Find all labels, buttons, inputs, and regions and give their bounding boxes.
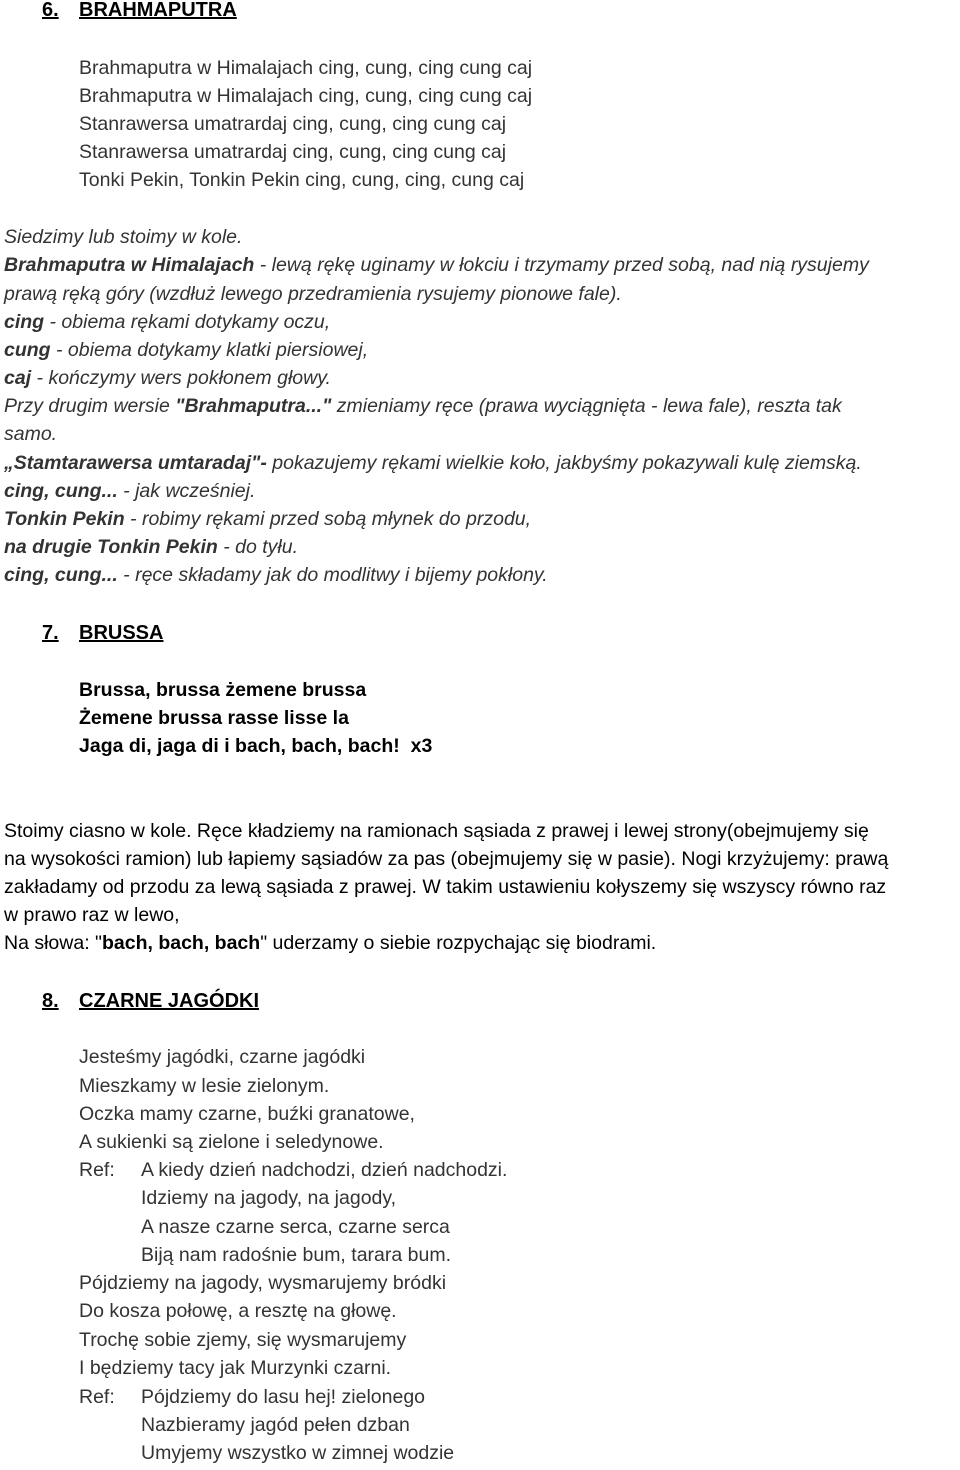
- refrain-line: Biją nam radośnie bum, tarara bum.: [141, 1244, 451, 1266]
- lyric-line: Stanrawersa umatrardaj cing, cung, cing cung caj: [79, 113, 507, 135]
- instruction-line: [4, 477, 255, 505]
- instruction-text: - kończymy wers pokłonem głowy.: [31, 367, 331, 389]
- lyric-line: Do kosza połowę, a resztę na głowę.: [79, 1300, 397, 1322]
- instruction-line: [4, 336, 368, 364]
- lyric-line: Trochę sobie zjemy, się wysmarujemy: [79, 1329, 407, 1351]
- instruction-line: [4, 533, 298, 561]
- instruction-line: [4, 561, 548, 589]
- instruction-text: zmieniamy ręce (prawa wyciągnięta - lewa fale), reszta tak: [331, 395, 842, 417]
- instruction-text: pokazujemy rękami wielkie koło, jakbyśmy pokazywali kulę ziemską.: [266, 452, 862, 474]
- intro-instruction: Siedzimy lub stoimy w kole.: [4, 226, 243, 248]
- refrain-line: A nasze czarne serca, czarne serca: [141, 1216, 450, 1238]
- refrain-line: Idziemy na jagody, na jagody,: [141, 1187, 397, 1209]
- description-line: [4, 929, 656, 957]
- description-text: Na słowa: ": [4, 932, 102, 954]
- instruction-keyword: cing, cung...: [4, 564, 118, 586]
- instruction-keyword: cung: [4, 339, 51, 361]
- section-7-number: 7.: [42, 622, 59, 644]
- instruction-keyword: "Brahmaputra...": [175, 395, 332, 417]
- description-line: Stoimy ciasno w kole. Ręce kładziemy na ramionach sąsiada z prawej i lewej strony(obejmujemy się: [4, 820, 869, 842]
- instruction-keyword: Brahmaputra w Himalajach: [4, 254, 255, 276]
- instruction-keyword: cing, cung...: [4, 480, 118, 502]
- instruction-keyword: na drugie Tonkin Pekin: [4, 536, 218, 558]
- instruction-text: - obiema rękami dotykamy oczu,: [44, 311, 331, 333]
- lyric-line: Oczka mamy czarne, buźki granatowe,: [79, 1103, 415, 1125]
- lyric-line: [79, 732, 432, 760]
- instruction-text: - jak wcześniej.: [117, 480, 256, 502]
- lyric-line: Brahmaputra w Himalajach cing, cung, cing cung caj: [79, 57, 533, 79]
- instruction-text: Przy drugim wersie: [4, 395, 176, 417]
- refrain-line: A kiedy dzień nadchodzi, dzień nadchodzi.: [141, 1159, 508, 1181]
- instruction-text: - robimy rękami przed sobą młynek do przodu,: [124, 508, 532, 530]
- lyric-line: Brahmaputra w Himalajach cing, cung, cing cung caj: [79, 85, 533, 107]
- refrain-line: Umyjemy wszystko w zimnej wodzie: [141, 1442, 455, 1464]
- instruction-keyword: caj: [4, 367, 32, 389]
- description-line: zakładamy od przodu za lewą sąsiada z prawej. W takim ustawieniu kołyszemy się wszyscy równo raz: [4, 876, 887, 898]
- instruction-keyword: cing: [4, 311, 45, 333]
- refrain-label: Ref:: [79, 1159, 115, 1181]
- instruction-text: - ręce składamy jak do modlitwy i bijemy pokłony.: [117, 564, 548, 586]
- lyric-line: Żemene brussa rasse lisse la: [79, 707, 349, 729]
- section-8-title: CZARNE JAGÓDKI: [79, 990, 260, 1012]
- repeat-marker: x3: [410, 735, 433, 757]
- refrain-line: Pójdziemy do lasu hej! zielonego: [141, 1386, 426, 1408]
- refrain-label: Ref:: [79, 1386, 115, 1408]
- lyric-line: Jesteśmy jagódki, czarne jagódki: [79, 1046, 366, 1068]
- refrain-line: Nazbieramy jagód pełen dzban: [141, 1414, 410, 1436]
- section-8-number: 8.: [42, 990, 59, 1012]
- lyric-line: Mieszkamy w lesie zielonym.: [79, 1075, 330, 1097]
- instruction-line: prawą ręką góry (wzdłuż lewego przedramienia rysujemy pionowe fale).: [4, 283, 622, 305]
- description-line: w prawo raz w lewo,: [4, 904, 180, 926]
- lyric-line: Stanrawersa umatrardaj cing, cung, cing cung caj: [79, 141, 507, 163]
- lyric-text: Jaga di, jaga di i bach, bach, bach!: [79, 735, 400, 757]
- instruction-line: [4, 308, 330, 336]
- instruction-line: [4, 364, 331, 392]
- section-7-title: BRUSSA: [79, 622, 164, 644]
- section-6-number: 6.: [42, 0, 59, 21]
- instruction-keyword: „Stamtarawersa umtaradaj"-: [4, 452, 267, 474]
- lyric-line: Pójdziemy na jagody, wysmarujemy bródki: [79, 1272, 447, 1294]
- instruction-line: [4, 449, 862, 477]
- instruction-line: [4, 505, 531, 533]
- instruction-text: - do tyłu.: [217, 536, 299, 558]
- instruction-keyword: Tonkin Pekin: [4, 508, 125, 530]
- instruction-text: - lewą rękę uginamy w łokciu i trzymamy przed sobą, nad nią rysujemy: [254, 254, 869, 276]
- instruction-line: samo.: [4, 423, 58, 445]
- instruction-line: [4, 392, 842, 420]
- description-keyword: bach, bach, bach: [101, 932, 261, 954]
- lyric-line: Brussa, brussa żemene brussa: [79, 679, 367, 701]
- lyric-line: I będziemy tacy jak Murzynki czarni.: [79, 1357, 392, 1379]
- section-6-title: BRAHMAPUTRA: [79, 0, 237, 21]
- description-text: " uderzamy o siebie rozpychając się biodrami.: [260, 932, 657, 954]
- lyric-line: A sukienki są zielone i seledynowe.: [79, 1131, 384, 1153]
- lyric-line: Tonki Pekin, Tonkin Pekin cing, cung, cing, cung caj: [79, 169, 525, 191]
- instruction-text: - obiema dotykamy klatki piersiowej,: [50, 339, 369, 361]
- description-line: na wysokości ramion) lub łapiemy sąsiadów za pas (obejmujemy się w pasie). Nogi krzyżujemy: prawą: [4, 848, 889, 870]
- instruction-line: [4, 251, 869, 279]
